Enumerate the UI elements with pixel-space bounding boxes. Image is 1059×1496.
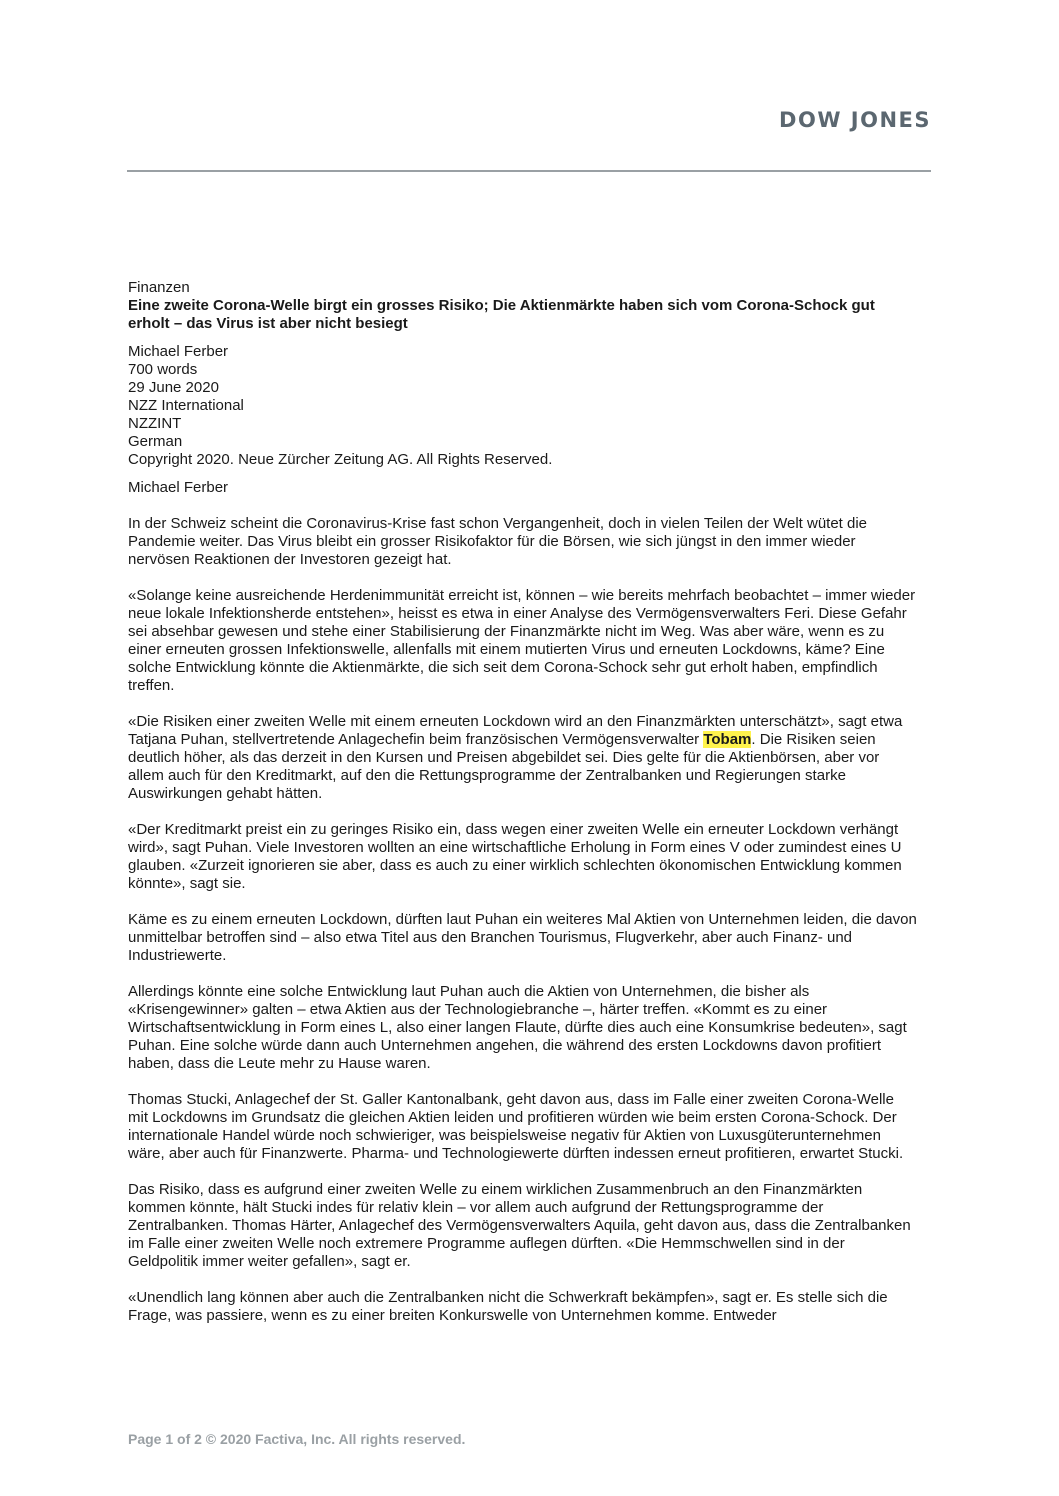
paragraph-text: «Die Risiken einer zweiten Welle mit einem erneuten Lockdown wird an den Finanzmärkten unterschätzt», sagt etwa Tatjana Puhan, stellvertretende Anlagechefin beim französischen Vermögensverwalter <box>128 713 903 748</box>
paragraph: Thomas Stucki, Anlagechef der St. Galler Kantonalbank, geht davon aus, dass im Falle einer zweiten Corona-Welle mit Lockdowns im Grundsatz die gleichen Aktien leiden und profitieren würden wie beim ersten Corona-Schock. Der internationale Handel würde noch schwieriger, was beispielsweise negativ für Aktien von Luxusgüterunternehmen wäre, aber auch für Finanzwerte. Pharma- und Technologiewerte dürften indessen erneut profitieren, erwartet Stucki. <box>128 1091 904 1162</box>
word-count: 700 words <box>128 361 198 378</box>
highlighted-term: Tobam <box>703 731 752 748</box>
paragraph: «Der Kreditmarkt preist ein zu geringes Risiko ein, dass wegen einer zweiten Welle ein erneuter Lockdown verhängt wird», sagt Puhan. Viele Investoren wollten an eine wirtschaftliche Erholung in Form eines V oder zumindest eines U glauben. «Zurzeit ignorieren sie aber, dass es auch zu einer wirklich schlechten ökonomischen Entwicklung kommen könnte», sagt sie. <box>128 821 902 892</box>
paragraph-text: . Die Risiken seien deutlich höher, als das derzeit in den Kursen und Preisen abgebildet sei. Dies gelte für die Aktienbörsen, aber vor allem auch für den Kreditmarkt, auf den die Rettungsprogramme der Zentralbanken und Regierungen starke Auswirkungen gehabt hätten. <box>128 731 880 802</box>
source-name: NZZ International <box>128 397 244 414</box>
byline: Michael Ferber <box>128 479 229 496</box>
paragraph: «Solange keine ausreichende Herdenimmunität erreicht ist, können – wie bereits mehrfach beobachtet – immer wieder neue lokale Infektionsherde entstehen», heisst es etwa in einer Analyse des Vermögensverwalters Feri. Diese Gefahr sei absehbar gewesen und stehe einer Stabilisierung der Finanzmärkte nicht im Weg. Was aber wäre, wenn es zu einer erneuten grossen Infektionswelle, allenfalls mit einem mutierten Virus und erneuten Lockdowns, käme? Eine solche Entwicklung könnte die Aktienmärkte, die sich seit dem Corona-Schock sehr gut erholt haben, empfindlich treffen. <box>128 587 916 694</box>
paragraph: Das Risiko, dass es aufgrund einer zweiten Welle zu einem wirklichen Zusammenbruch an den Finanzmärkten kommen könnte, hält Stucki indes für relativ klein – vor allem auch aufgrund der Rettungsprogramme der Zentralbanken. Thomas Härter, Anlagechef des Vermögensverwalters Aquila, geht davon aus, dass die Zentralbanken im Falle einer zweiten Welle noch extremere Programme auflegen dürften. «Die Hemmschwellen sind in der Geldpolitik immer weiter gefallen», sagt er. <box>128 1181 911 1270</box>
publication-date: 29 June 2020 <box>128 379 219 396</box>
copyright: Copyright 2020. Neue Zürcher Zeitung AG. All Rights Reserved. <box>128 451 553 468</box>
header-divider <box>127 170 931 172</box>
article-section: Finanzen <box>128 279 190 296</box>
paragraph <box>128 713 918 803</box>
paragraph: In der Schweiz scheint die Coronavirus-Krise fast schon Vergangenheit, doch in vielen Teilen der Welt wütet die Pandemie weiter. Das Virus bleibt ein grosser Risikofaktor für die Börsen, wie sich jüngst in den immer wieder nervösen Reaktionen der Investoren gezeigt hat. <box>128 515 868 568</box>
article-metadata <box>128 343 918 469</box>
language: German <box>128 433 183 450</box>
dow-jones-logo: DOW JONES <box>779 108 931 132</box>
author: Michael Ferber <box>128 343 229 360</box>
paragraph: Käme es zu einem erneuten Lockdown, dürften laut Puhan ein weiteres Mal Aktien von Unternehmen leiden, die davon unmittelbar betroffen sind – also etwa Titel aus den Branchen Tourismus, Flugverkehr, aber auch Finanz- und Industriewerte. <box>128 911 917 964</box>
article-headline: Eine zweite Corona-Welle birgt ein grosses Risiko; Die Aktienmärkte haben sich vom Corona-Schock gut erholt – das Virus ist aber nicht besiegt <box>128 297 875 332</box>
article <box>128 279 918 1325</box>
page-footer: Page 1 of 2 © 2020 Factiva, Inc. All rights reserved. <box>128 1431 466 1447</box>
paragraph: Allerdings könnte eine solche Entwicklung laut Puhan auch die Aktien von Unternehmen, die bisher als «Krisengewinner» galten – etwa Aktien aus der Technologiebranche –, härter treffen. «Kommt es zu einer Wirtschaftsentwicklung in Form eines L, also einer langen Flaute, dürfte dies auch eine Konsumkrise bedeuten», sagt Puhan. Eine solche würde dann auch Unternehmen angehen, die während des ersten Lockdowns davon profitiert haben, dass die Leute mehr zu Hause waren. <box>128 983 907 1072</box>
paragraph: «Unendlich lang können aber auch die Zentralbanken nicht die Schwerkraft bekämpfen», sagt er. Es stelle sich die Frage, was passiere, wenn es zu einer breiten Konkurswelle von Unternehmen komme. Entweder <box>128 1289 888 1324</box>
source-code: NZZINT <box>128 415 182 432</box>
